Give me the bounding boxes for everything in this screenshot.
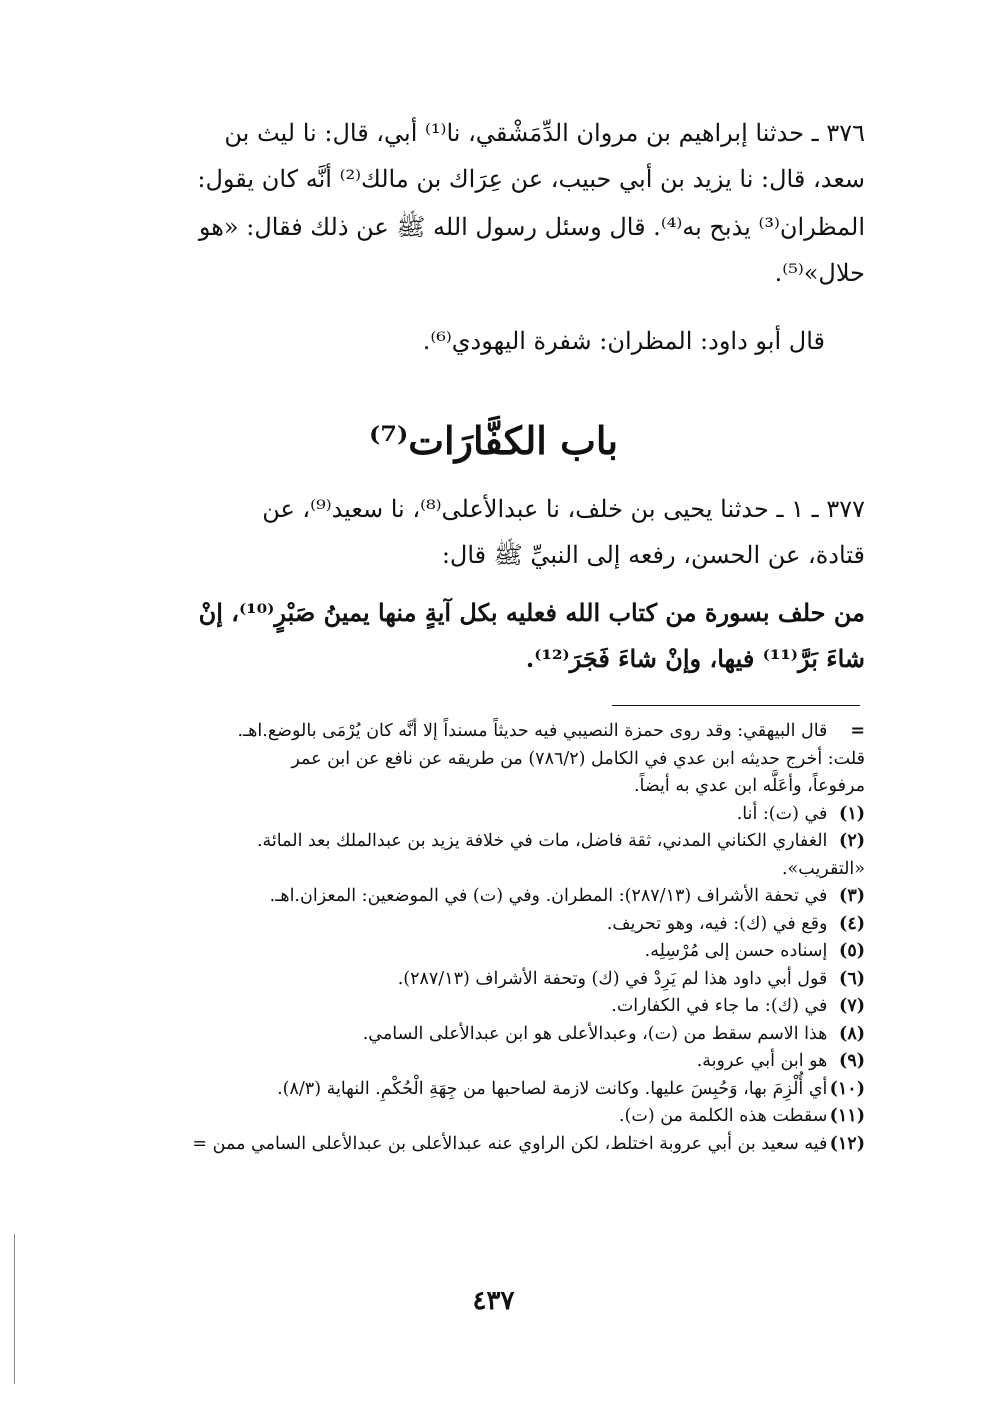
hadith-376-text: [120, 204, 865, 296]
footnote-number: (٥): [839, 941, 865, 961]
footnote-text: وقع في (ك): فيه، وهو تحريف.: [606, 913, 828, 934]
hadith-377-line-3: من حلف بسورة من كتاب الله فعليه بكل آيةٍ منها يمينُ صَبْرٍ⁽¹⁰⁾، إنْ: [198, 598, 865, 627]
footnote-6: [120, 966, 865, 994]
footnote-number: (٣): [839, 886, 865, 906]
footnote-text: فيه سعيد بن أبي عروبة اختلط، لكن الراوي عنه عبدالأعلى بن عبدالأعلى السامي ممن =: [192, 1133, 828, 1154]
footnote-2-continuation: «التقريب».: [781, 858, 865, 879]
footnote-text: هو ابن أبي عروبة.: [696, 1051, 828, 1071]
footnote-12: [120, 1131, 865, 1159]
footnote-10: [120, 1076, 865, 1104]
footnote-3: [120, 883, 865, 911]
footnote-text: الغفاري الكناني المدني، ثقة فاضل، مات في خلافة يزيد بن عبدالملك بعد المائة.: [256, 831, 828, 851]
footnote-11: [120, 1103, 865, 1131]
footnote-5: [120, 938, 865, 966]
hadith-376-line-4: حلال»⁽⁵⁾.: [774, 259, 865, 287]
continuation-line-2: قلت: أخرج حديثه ابن عدي في الكامل (٧٨٦/٢) من طريقه عن نافع عن ابن عمر: [291, 748, 865, 769]
hadith-376-line-2: سعد، قال: نا يزيد بن أبي حبيب، عن عِرَاك بن مالك⁽²⁾ أنَّه كان يقول:: [197, 165, 865, 193]
footnote-number: (٦): [839, 968, 865, 989]
footnote-text: هذا الاسم سقط من (ت)، وعبدالأعلى هو ابن عبدالأعلى السامي.: [362, 1023, 828, 1044]
footnote-number: (١): [839, 803, 865, 824]
hadith-376-line-3: المظران⁽³⁾ يذبح به⁽⁴⁾. قال وسئل رسول الله ﷺ عن ذلك فقال: «هو: [198, 213, 865, 241]
continuation-line-1: قال البيهقي: وقد روى حمزة النصيبي فيه حديثاً مسنداً إلا أنَّه كان يُرْمَى بالوضع.اهـ.: [237, 721, 828, 741]
footnote-divider: [612, 705, 860, 706]
page-number: ٤٣٧: [472, 1286, 515, 1316]
abu-dawud-comment: [120, 318, 865, 364]
abu-dawud-line: قال أبو داود: المظران: شفرة اليهودي⁽⁶⁾.: [422, 327, 825, 355]
hadith-377-matn: [120, 590, 865, 682]
scan-margin-line: [14, 1234, 15, 1384]
footnote-number: (٧): [839, 996, 865, 1016]
footnote-number: (١٢): [829, 1133, 865, 1154]
footnote-7: [120, 993, 865, 1021]
footnotes: [120, 718, 865, 1158]
footnote-text: في (ك): ما جاء في الكفارات.: [611, 996, 828, 1016]
continuation-mark: =: [850, 721, 865, 741]
hadith-377-line-2: قتادة، عن الحسن، رفعه إلى النبيِّ ﷺ قال:: [441, 541, 865, 569]
footnote-number: (١١): [829, 1106, 865, 1126]
footnote-text: سقطت هذه الكلمة من (ت).: [618, 1106, 828, 1126]
hadith-377-line-4: شاءَ بَرَّ⁽¹¹⁾ فيها، وإنْ شاءَ فَجَرَ⁽¹²⁾.: [525, 644, 865, 673]
hadith-376: [120, 110, 865, 202]
hadith-377-isnad: [120, 486, 865, 578]
footnote-number: (٩): [839, 1051, 865, 1071]
footnote-8: [120, 1021, 865, 1049]
continuation-line-3: مرفوعاً، وأعَلَّه ابن عدي به أيضاً.: [633, 776, 865, 796]
footnote-text: في (ت): أنا.: [736, 803, 828, 824]
footnote-number: (٤): [839, 913, 865, 934]
footnote-text: أي أُلْزِمَ بها، وَحُبِسَ عليها. وكانت لازمة لصاحبها من جِهَةِ الْحُكْمِ. النهاية (٨/٣).: [277, 1078, 828, 1099]
footnote-4: [120, 911, 865, 939]
footnote-text: قول أبي داود هذا لم يَرِدْ في (ك) وتحفة الأشراف (٢٨٧/١٣).: [397, 968, 828, 989]
footnote-1: [120, 801, 865, 829]
chapter-title: باب الكفَّارَات⁽⁷⁾: [368, 418, 619, 463]
footnote-number: (٨): [839, 1023, 865, 1044]
footnote-2: [120, 828, 865, 856]
hadith-376-line-1: ٣٧٦ ـ حدثنا إبراهيم بن مروان الدِّمَشْقي، نا⁽¹⁾ أبي، قال: نا ليث بن: [224, 119, 865, 147]
hadith-377-line-1: ٣٧٧ ـ ١ ـ حدثنا يحيى بن خلف، نا عبدالأعلى⁽⁸⁾، نا سعيد⁽⁹⁾، عن: [262, 495, 865, 523]
footnote-number: (٢): [839, 831, 865, 851]
footnote-continuation: [120, 718, 865, 746]
footnote-text: في تحفة الأشراف (٢٨٧/١٣): المطران. وفي (ت) في الموضعين: المعزان.اهـ.: [269, 886, 828, 906]
footnote-9: [120, 1048, 865, 1076]
footnote-number: (١٠): [829, 1078, 865, 1099]
footnote-text: إسناده حسن إلى مُرْسِلِه.: [644, 941, 828, 961]
